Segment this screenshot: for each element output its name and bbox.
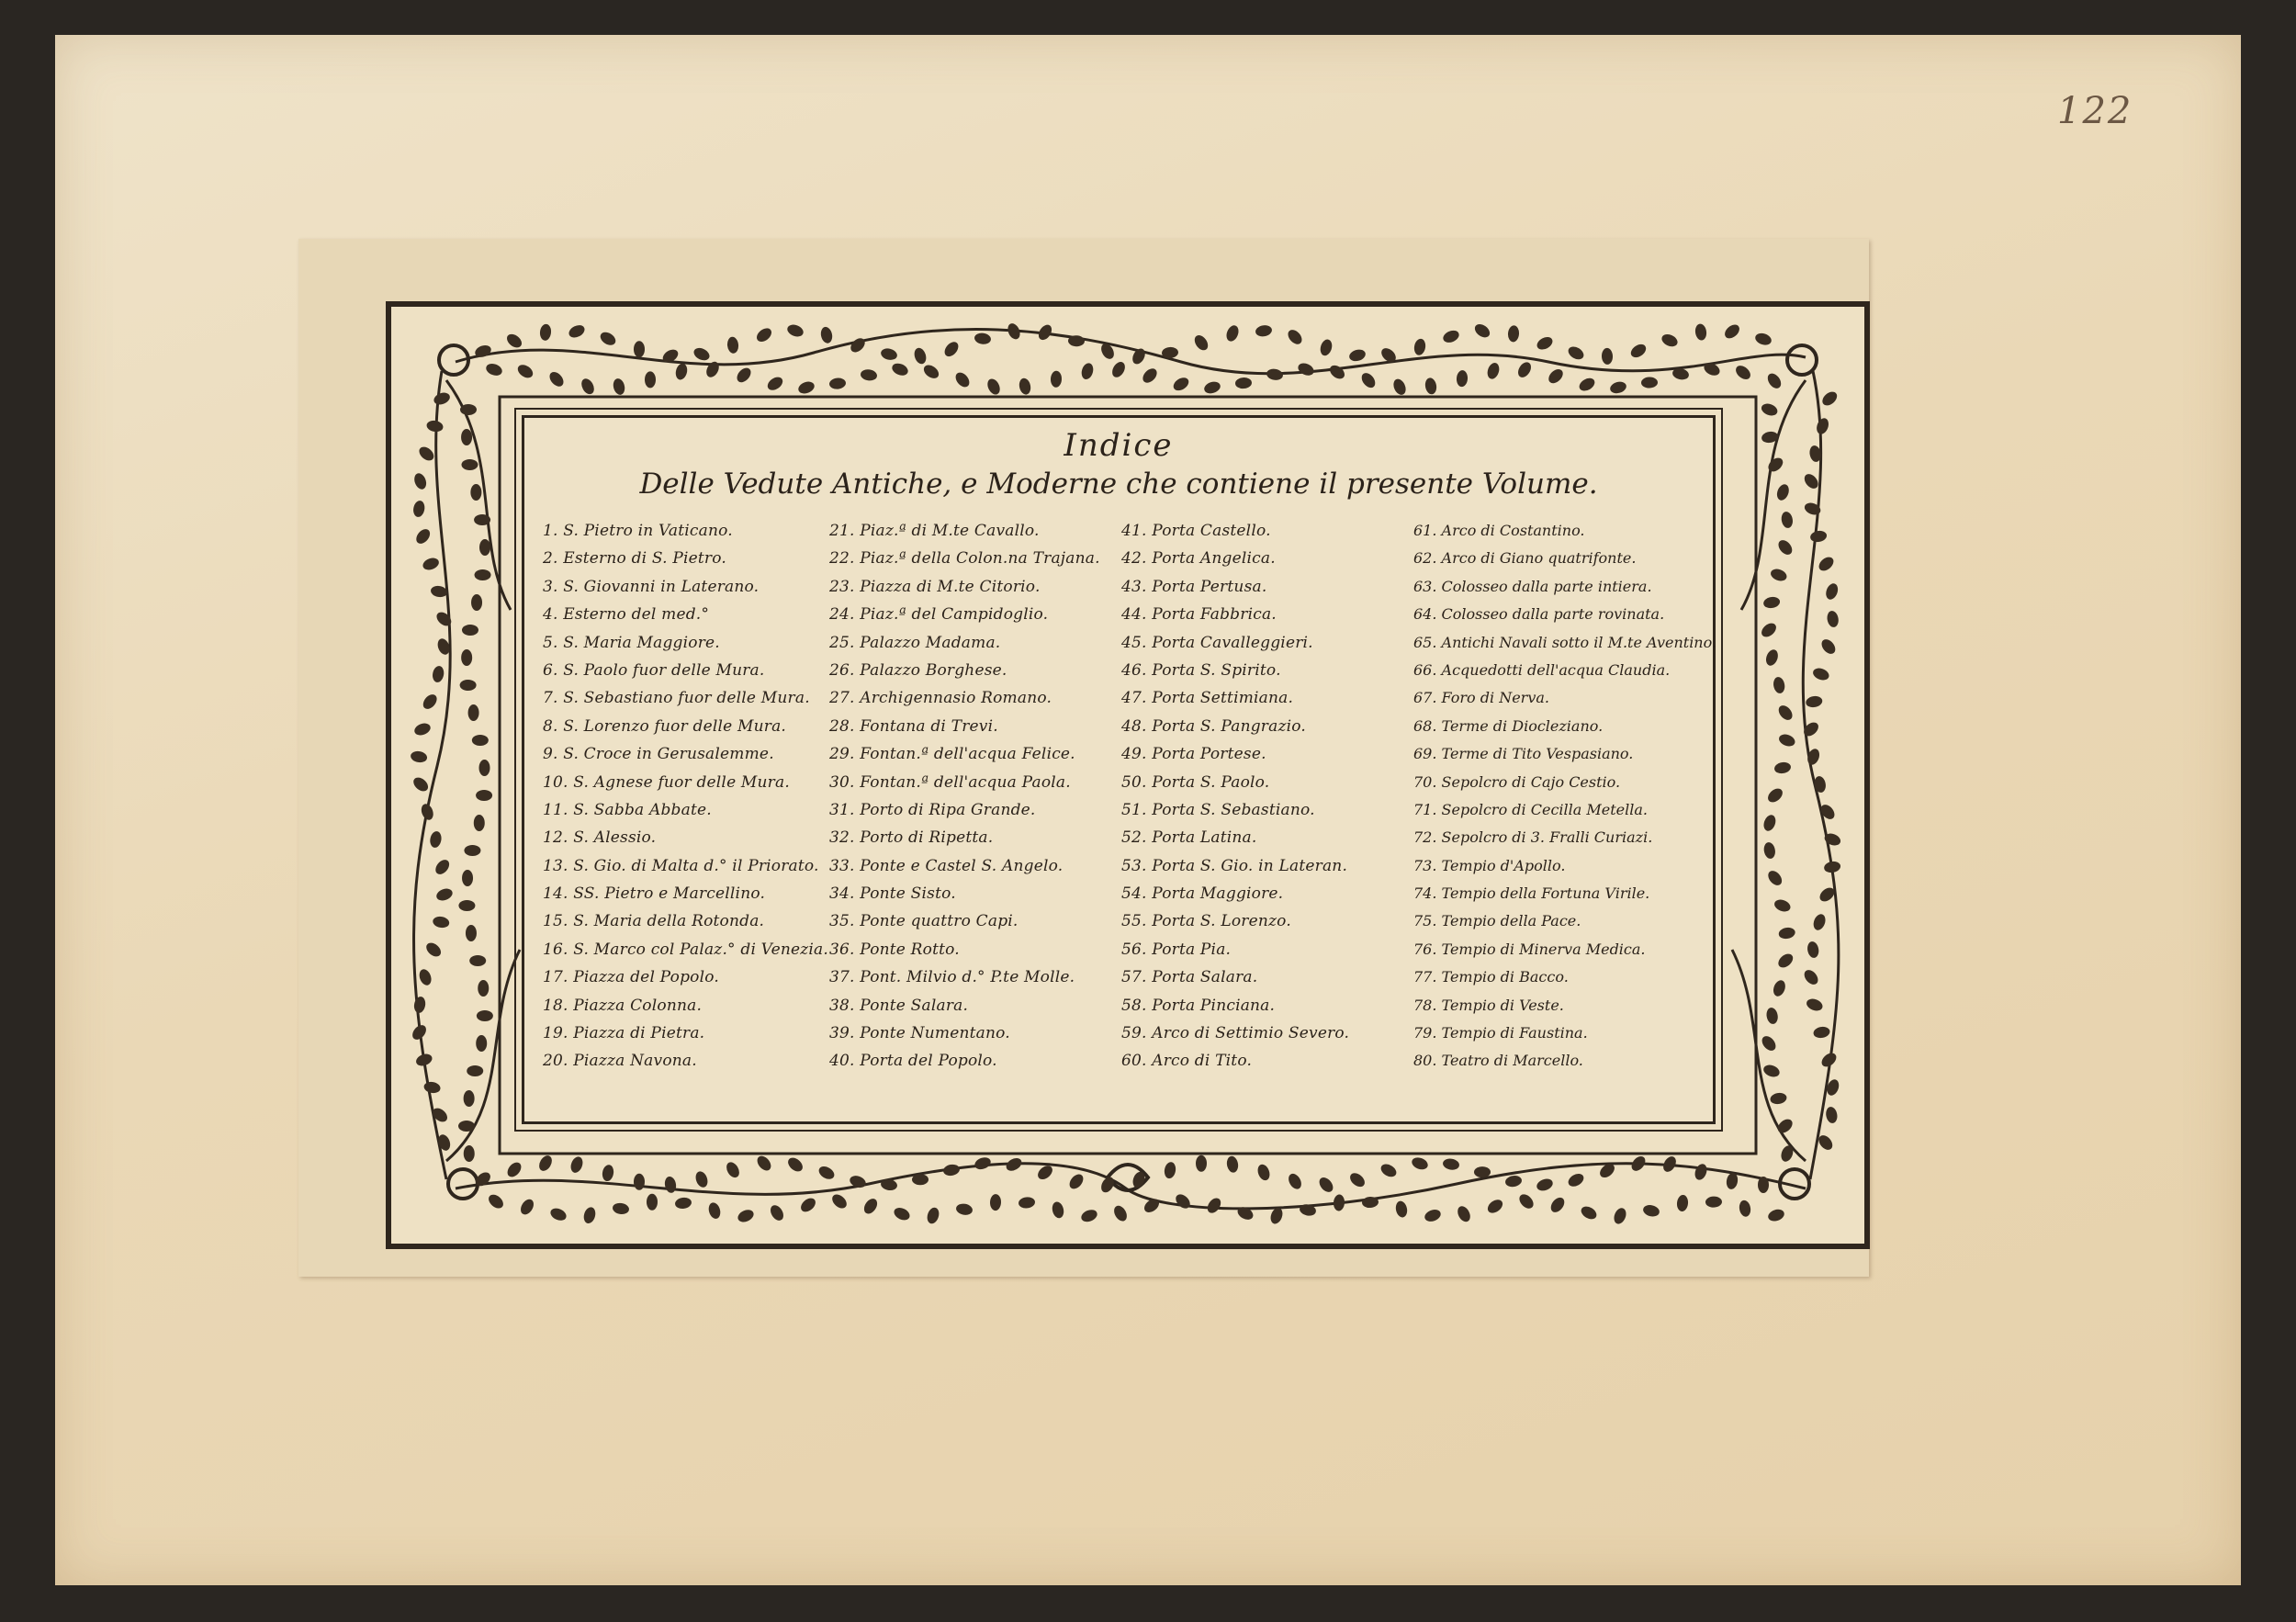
index-entry: 14. SS. Pietro e Marcellino. (543, 884, 766, 904)
index-entry: 62. Arco di Giano quatrifonte. (1413, 549, 1637, 568)
index-entry: 49. Porta Portese. (1121, 745, 1266, 764)
index-entry: 21. Piaz.ª di M.te Cavallo. (829, 522, 1040, 540)
index-entry: 32. Porto di Ripetta. (829, 828, 994, 848)
index-entry: 25. Palazzo Madama. (829, 633, 1001, 652)
index-entry: 65. Antichi Navali sotto il M.te Aventino. (1413, 633, 1717, 651)
index-entry: 40. Porta del Popolo. (829, 1052, 997, 1071)
index-entry: 59. Arco di Settimio Severo. (1121, 1024, 1350, 1043)
index-entry: 43. Porta Pertusa. (1121, 577, 1267, 596)
index-entry: 71. Sepolcro di Cecilla Metella. (1413, 800, 1648, 818)
index-entry: 58. Porta Pinciana. (1121, 996, 1276, 1015)
index-entry: 5. S. Maria Maggiore. (543, 633, 720, 652)
index-entry: 64. Colosseo dalla parte rovinata. (1413, 605, 1665, 624)
index-entry: 30. Fontan.ª dell'acqua Paola. (829, 772, 1071, 792)
index-entry: 46. Porta S. Spirito. (1121, 660, 1281, 680)
index-entry: 75. Tempio della Pace. (1413, 912, 1581, 930)
index-entry: 23. Piazza di M.te Citorio. (829, 577, 1041, 596)
index-entry: 16. S. Marco col Palaz.° di Venezia. (543, 940, 829, 959)
index-column-2 (829, 517, 1114, 1076)
index-entry: 52. Porta Latina. (1121, 828, 1257, 848)
index-entry: 51. Porta S. Sebastiano. (1121, 800, 1315, 819)
index-column-1 (543, 517, 827, 1076)
index-entry: 35. Ponte quattro Capi. (829, 912, 1019, 931)
index-entry: 34. Ponte Sisto. (829, 884, 956, 904)
index-entry: 36. Ponte Rotto. (829, 940, 960, 959)
index-entry: 37. Pont. Milvio d.° P.te Molle. (829, 968, 1075, 987)
index-entry: 67. Foro di Nerva. (1413, 689, 1549, 707)
handwritten-page-number: 122 (2057, 90, 2133, 132)
index-entry: 76. Tempio di Minerva Medica. (1413, 940, 1646, 958)
index-entry: 53. Porta S. Gio. in Lateran. (1121, 856, 1348, 875)
index-entry: 10. S. Agnese fuor delle Mura. (543, 772, 790, 792)
index-entry: 17. Piazza del Popolo. (543, 968, 719, 987)
index-entry: 28. Fontana di Trevi. (829, 716, 998, 736)
index-entry: 6. S. Paolo fuor delle Mura. (543, 660, 765, 680)
index-entry: 42. Porta Angelica. (1121, 549, 1276, 569)
index-entry: 7. S. Sebastiano fuor delle Mura. (543, 689, 810, 708)
index-entry: 12. S. Alessio. (543, 828, 657, 848)
index-entry: 69. Terme di Tito Vespasiano. (1413, 745, 1634, 763)
index-entry: 29. Fontan.ª dell'acqua Felice. (829, 745, 1075, 764)
index-subtitle: Delle Vedute Antiche, e Moderne che contiene il presente Volume. (639, 467, 1598, 501)
index-entry: 80. Teatro di Marcello. (1413, 1052, 1583, 1070)
index-entry: 73. Tempio d'Apollo. (1413, 856, 1566, 874)
index-entry: 26. Palazzo Borghese. (829, 660, 1007, 680)
index-entry: 18. Piazza Colonna. (543, 996, 703, 1015)
index-entry: 20. Piazza Navona. (543, 1052, 697, 1071)
index-column-3 (1121, 517, 1406, 1076)
index-entry: 4. Esterno del med.° (543, 605, 710, 625)
index-column-4 (1413, 517, 1716, 1076)
index-entry: 70. Sepolcro di Cajo Cestio. (1413, 772, 1621, 791)
index-entry: 66. Acquedotti dell'acqua Claudia. (1413, 660, 1671, 679)
index-entry: 55. Porta S. Lorenzo. (1121, 912, 1291, 931)
index-entry: 74. Tempio della Fortuna Virile. (1413, 884, 1650, 903)
index-entry: 63. Colosseo dalla parte intiera. (1413, 577, 1652, 595)
index-entry: 56. Porta Pia. (1121, 940, 1232, 959)
index-entry: 24. Piaz.ª del Campidoglio. (829, 605, 1049, 625)
index-entry: 13. S. Gio. di Malta d.° il Priorato. (543, 856, 819, 875)
index-entry: 68. Terme di Diocleziano. (1413, 716, 1604, 735)
index-entry: 60. Arco di Tito. (1121, 1052, 1253, 1071)
index-entry: 15. S. Maria della Rotonda. (543, 912, 765, 931)
index-entry: 45. Porta Cavalleggieri. (1121, 633, 1313, 652)
index-entry: 38. Ponte Salara. (829, 996, 969, 1015)
index-entry: 77. Tempio di Bacco. (1413, 968, 1569, 986)
index-entry: 78. Tempio di Veste. (1413, 996, 1564, 1014)
index-entry: 2. Esterno di S. Pietro. (543, 549, 726, 569)
index-entry: 39. Ponte Numentano. (829, 1024, 1010, 1043)
index-entry: 1. S. Pietro in Vaticano. (543, 522, 733, 540)
index-entry: 27. Archigennasio Romano. (829, 689, 1052, 708)
index-entry: 11. S. Sabba Abbate. (543, 800, 712, 819)
index-entry: 33. Ponte e Castel S. Angelo. (829, 856, 1064, 875)
index-entry: 9. S. Croce in Gerusalemme. (543, 745, 774, 764)
index-entry: 41. Porta Castello. (1121, 522, 1271, 540)
index-entry: 22. Piaz.ª della Colon.na Trajana. (829, 549, 1100, 569)
index-entry: 79. Tempio di Faustina. (1413, 1024, 1588, 1042)
index-entry: 54. Porta Maggiore. (1121, 884, 1284, 904)
index-entry: 31. Porto di Ripa Grande. (829, 800, 1036, 819)
index-entry: 19. Piazza di Pietra. (543, 1024, 705, 1043)
index-entry: 57. Porta Salara. (1121, 968, 1258, 987)
index-entry: 48. Porta S. Pangrazio. (1121, 716, 1307, 736)
index-entry: 3. S. Giovanni in Laterano. (543, 577, 760, 596)
index-entry: 72. Sepolcro di 3. Fralli Curiazi. (1413, 828, 1653, 847)
index-entry: 44. Porta Fabbrica. (1121, 605, 1277, 625)
index-panel (522, 415, 1716, 1124)
index-entry: 8. S. Lorenzo fuor delle Mura. (543, 716, 787, 736)
index-title: Indice (1064, 427, 1174, 464)
index-entry: 50. Porta S. Paolo. (1121, 772, 1270, 792)
index-entry: 47. Porta Settimiana. (1121, 689, 1294, 708)
index-entry: 61. Arco di Costantino. (1413, 522, 1585, 539)
